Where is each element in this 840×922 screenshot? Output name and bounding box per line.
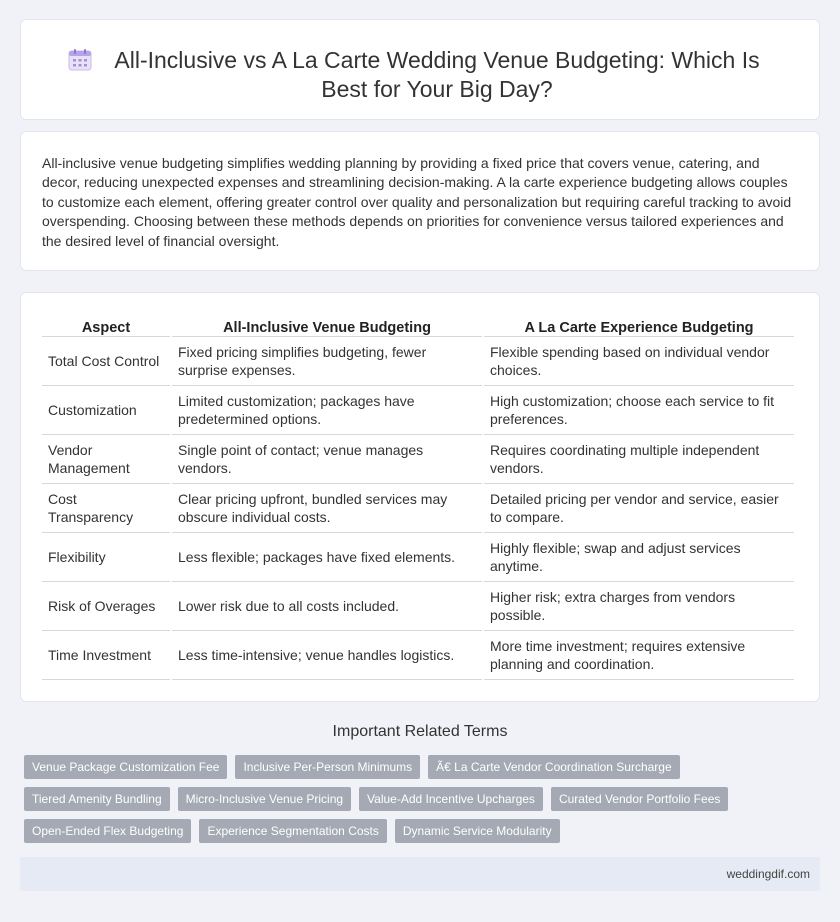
tag-row (24, 819, 824, 843)
row-aspect: Cost Transparency (42, 484, 170, 533)
related-terms-heading: Important Related Terms (332, 723, 508, 740)
row-a-la-carte: Higher risk; extra charges from vendors possible. (484, 582, 794, 631)
term-tag[interactable]: Value-Add Incentive Upcharges (359, 787, 543, 811)
tag-row (24, 787, 824, 811)
row-a-la-carte: High customization; choose each service to fit preferences. (484, 386, 794, 435)
table-row (42, 337, 794, 386)
term-tag[interactable]: Inclusive Per-Person Minimums (235, 755, 420, 779)
header-a-la-carte: A La Carte Experience Budgeting (484, 315, 794, 337)
title-card (20, 19, 820, 120)
comparison-card (20, 292, 820, 702)
term-tag[interactable]: Open-Ended Flex Budgeting (24, 819, 191, 843)
row-aspect: Risk of Overages (42, 582, 170, 631)
term-tag[interactable]: Venue Package Customization Fee (24, 755, 227, 779)
row-aspect: Total Cost Control (42, 337, 170, 386)
table-row (42, 484, 794, 533)
tag-row (24, 755, 824, 779)
row-a-la-carte: Requires coordinating multiple independent vendors. (484, 435, 794, 484)
intro-paragraph: All-inclusive venue budgeting simplifies wedding planning by providing a fixed price that covers venue, catering, and decor, reducing unexpected expenses and streamlining decision-making. A la carte experience budgeting allows couples to customize each element, offering greater control over quality and personalization but requiring careful tracking to avoid overspending. Choosing between these methods depends on priorities for convenience versus tailored experiences and the desired level of financial oversight. (42, 155, 792, 249)
row-aspect: Customization (42, 386, 170, 435)
related-terms-list (24, 755, 824, 851)
row-all-inclusive: Fixed pricing simplifies budgeting, fewer surprise expenses. (172, 337, 482, 386)
row-a-la-carte: Detailed pricing per vendor and service, easier to compare. (484, 484, 794, 533)
row-aspect: Vendor Management (42, 435, 170, 484)
table-row (42, 631, 794, 680)
table-row (42, 386, 794, 435)
term-tag[interactable]: Curated Vendor Portfolio Fees (551, 787, 728, 811)
table-row (42, 435, 794, 484)
term-tag[interactable]: Dynamic Service Modularity (395, 819, 560, 843)
term-tag[interactable]: Ã€ La Carte Vendor Coordination Surcharge (428, 755, 679, 779)
row-a-la-carte: More time investment; requires extensive planning and coordination. (484, 631, 794, 680)
row-aspect: Time Investment (42, 631, 170, 680)
table-header-row (42, 315, 794, 337)
row-all-inclusive: Single point of contact; venue manages vendors. (172, 435, 482, 484)
row-aspect: Flexibility (42, 533, 170, 582)
row-all-inclusive: Clear pricing upfront, bundled services may obscure individual costs. (172, 484, 482, 533)
table-row (42, 582, 794, 631)
term-tag[interactable]: Tiered Amenity Bundling (24, 787, 170, 811)
term-tag[interactable]: Experience Segmentation Costs (199, 819, 386, 843)
header-aspect: Aspect (42, 315, 170, 337)
intro-card (20, 131, 820, 271)
footer (20, 857, 820, 891)
comparison-table (40, 315, 796, 680)
term-tag[interactable]: Micro-Inclusive Venue Pricing (178, 787, 351, 811)
header-all-inclusive: All-Inclusive Venue Budgeting (172, 315, 482, 337)
footer-site-link[interactable]: weddingdif.com (726, 867, 810, 881)
row-all-inclusive: Less flexible; packages have fixed elements. (172, 533, 482, 582)
page-title: All-Inclusive vs A La Carte Wedding Venue Budgeting: Which Is Best for Your Big Day? (114, 47, 760, 102)
row-a-la-carte: Flexible spending based on individual vendor choices. (484, 337, 794, 386)
row-all-inclusive: Less time-intensive; venue handles logistics. (172, 631, 482, 680)
table-row (42, 533, 794, 582)
row-all-inclusive: Limited customization; packages have predetermined options. (172, 386, 482, 435)
row-all-inclusive: Lower risk due to all costs included. (172, 582, 482, 631)
row-a-la-carte: Highly flexible; swap and adjust services anytime. (484, 533, 794, 582)
